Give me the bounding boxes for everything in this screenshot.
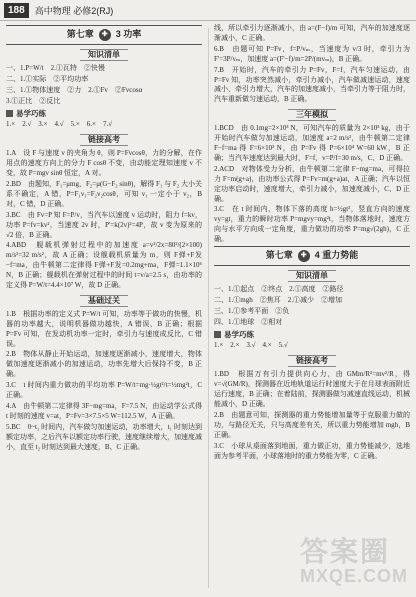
answer-line: 3.①正比 ②反比 — [6, 96, 61, 105]
solution-paragraph: 5.BC 0~t₁ 时间内，汽车做匀加速运动，功率增大，t₁ 时刻达到额定功率，之后汽车以额定功率行驶，速度继续增大，加速度减小，直至 t₂ 时刻达到最大速度，B、C 正确。 — [6, 422, 202, 451]
left-column — [6, 24, 202, 454]
section-heading: 链接高考 — [6, 134, 202, 146]
chapter-prefix: 第七章 — [265, 250, 293, 261]
answer-line: 三、1.①物体速度 ②力 2.①Fv ②Fvcosα — [6, 85, 143, 94]
chapter-badge-icon: ✚ — [298, 250, 310, 262]
chapter-number: 4 — [314, 250, 320, 261]
solution-paragraph: 6.B 由题可知 P=Fv，f=P/vₘ，当速度为 v/3 时，牵引力为 F'=3P/vₘ，加速度 a=(F'−f)/m=2P/(mvₘ)，B 正确。 — [214, 44, 410, 63]
solution-paragraph: 1.A 设 F 与速度 v 的夹角为 θ，则 P=Fvcosθ，力的分解，在作用点的速度方向上的分力 F cosθ 不变，由动能定理知速度 v 不变，故 P=mgv sinθ 恒定，A 对。 — [6, 149, 202, 178]
practice-tag: 易学巧练 — [214, 330, 410, 340]
watermark — [300, 530, 410, 590]
page-header — [0, 0, 416, 20]
column-divider — [208, 28, 209, 588]
solution-paragraph: 2.B 物体从静止开始运动，加速度逐渐减小，速度增大，物体做加速度逐渐减小的加速运动，功率先增大后保持不变，B 正确。 — [6, 350, 202, 379]
practice-tag: 易学巧练 — [6, 109, 202, 119]
answer-line: 三、1.①参考平面 ②负 — [214, 306, 290, 315]
solution-paragraph: 7.B 开始时，汽车的牵引力 P=Fv，F=f，汽车匀速运动，由 P=Fv 知，功率突然减小，牵引力减小，汽车做减速运动，速度减小，牵引力增大，汽车的加速度减小，当牵引力等于阻力时，汽车重新做匀速运动，B 正确。 — [214, 65, 410, 104]
solution-paragraph: 3.C 在 t 时间内，物体下落的高度 h=½gt²，竖直方向的速度 vy=gt，重力的瞬时功率 P=mgvy=mg²t，当物体落地时，速度方向与水平方向成一定角度，重力做功的功率 P=mg√(2gh)，C 正确。 — [214, 205, 410, 244]
solution-paragraph: 4.ABD 舰载机弹射过程中的加速度 a=v²/2x=80²/(2×100) m/s²=32 m/s²，故 A 正确；设舰载机质量为 m，则 F弹+F发−f=ma，由牛顿第二定律得 F弹+F发=0.2mg+ma，F弹=1.1×10⁶ N，B 正确；舰载机在弹射过程中的时间 t=v/a=2.5 s，由功率的定义得 P=W/t=4.4×10⁷ W，故 D 正确。 — [6, 241, 202, 290]
watermark-url: MXQE.COM — [300, 566, 409, 586]
chapter-title: 功率 — [123, 29, 142, 40]
solution-paragraph: 4.A 由牛顿第二定律得 3F−mg=ma，F=7.5 N，由运动学公式得 t 时刻的速度 v=at，P=Fv=3×7.5×5 W=112.5 W，A 正确。 — [6, 402, 202, 420]
book-title: 高中物理 必修2(RJ) — [34, 5, 114, 16]
answer-line: 一、1.P=W/t 2.①瓦特 ②快慢 — [6, 63, 105, 72]
section-heading: 知识清单 — [6, 49, 202, 61]
section-heading: 知识清单 — [214, 270, 410, 282]
solution-paragraph: 线，所以牵引力逐渐减小，由 a=(F−f)/m 可知，汽车的加速度逐渐减小，C 正确。 — [214, 24, 410, 42]
chapter-heading — [214, 246, 410, 266]
page-number: 188 — [4, 3, 29, 18]
solution-paragraph: 1.B 根据功率的定义式 P=W/t 可知，功率等于做功的快慢，机器的功率越大，说明机器做功越快，A 错误，B 正确；根据 P=Fv 可知，在发动机功率一定时，牵引力与速度成反比，C 错误。 — [6, 309, 202, 348]
solution-paragraph: 1.BD 根据万有引力提供向心力，由 GMm/R²=mv²/R，得 v=√(GM/R)，探测器在近地轨道运行时速度大于在月球表面附近运行速度，B 正确；在着陆前，探测器做匀减速直线运动，机械能减小，D 正确。 — [214, 370, 410, 408]
answer-line: 1.× 2.× 3.√ 4.× 5.√ — [214, 341, 288, 350]
chapter-title: 重力势能 — [322, 250, 359, 261]
solution-paragraph: 2.B 由题意可知，探测器的重力势能增加量等于克服重力做的功，与路径无关，只与高度差有关，所以重力势能增加 mgh，B 正确。 — [214, 410, 410, 439]
solution-paragraph: 3.C t 时间内重力做功的平均功率 P=W/t=mg·½gt²/t=½mg²t，C 正确。 — [6, 381, 202, 400]
section-heading: 链接高考 — [214, 355, 410, 367]
solution-paragraph: 2.BD 由题知，F₁=μmg，F₂=μ(G−F₂ sinθ)，解得 F₁ 与 F₂ 大小关系不确定，A 错，P=F₁v₁=F₂v₂cosθ，可知 v₁ 一定小于 v₂，B 对，C 错，D 正确。 — [6, 179, 202, 208]
square-bullet-icon — [214, 331, 221, 338]
answer-line: 一、1.①起点 ②终点 2.①高度 ②路径 — [214, 284, 344, 293]
section-heading: 基础过关 — [6, 295, 202, 307]
watermark-text: 答案圈 — [300, 536, 391, 567]
chapter-prefix: 第七章 — [66, 29, 94, 40]
chapter-badge-icon: ✚ — [99, 29, 111, 41]
chapter-number: 3 — [115, 29, 121, 40]
square-bullet-icon — [6, 110, 13, 117]
answer-line: 1.× 2.√ 3.× 4.√ 5.× 6.× 7.√ — [6, 120, 113, 129]
solution-paragraph: 3.C 小球从桌面落到地面，重力做正功，重力势能减少，选地面为参考平面，小球落地时的重力势能为零，C 正确。 — [214, 441, 410, 460]
header-rule — [0, 20, 416, 21]
right-column — [214, 24, 410, 462]
solution-paragraph: 3.BC 由 Fv=P 知 F=P/v，当汽车以速度 v 运动时，阻力 f=kv，功率 P=fv=kv²，当速度 2v 时，P'=k(2v)²=4P，故 v 变为原来的 √2 倍，B 正确。 — [6, 210, 202, 239]
answer-line: 二、1.①mgh ②焦耳 2.①减少 ②增加 — [214, 295, 342, 304]
answer-line: 二、1.①实际 ②平均功率 — [6, 74, 89, 83]
solution-paragraph: 2.ACD 对物体受力分析，由牛顿第二定律 F−mg=ma，可得拉力 F=m(g+a)，由功率公式得 P=Fv=m(g+a)at，A 正确；汽车以恒定功率启动时，速度增大，牵引力减小，加速度减小，C、D 正确。 — [214, 164, 410, 203]
answer-line: 四、1.①地球 ②相对 — [214, 317, 283, 326]
solution-paragraph: 1.BCD 由 0.1mg=2×10³ N，可知汽车的质量为 2×10³ kg，由于开始时汽车做匀加速运动，加速度 a=2 m/s²，由牛顿第二定律 F−f=ma 得 F=6×10³ N，由 P=Fv 得 P=6×10⁴ W=60 kW，B 正确；当汽车速度达到最大时，F=f，v=P/f=30 m/s，C、D 正确。 — [214, 124, 410, 162]
section-heading: 三年模拟 — [214, 109, 410, 121]
chapter-heading — [6, 25, 202, 45]
